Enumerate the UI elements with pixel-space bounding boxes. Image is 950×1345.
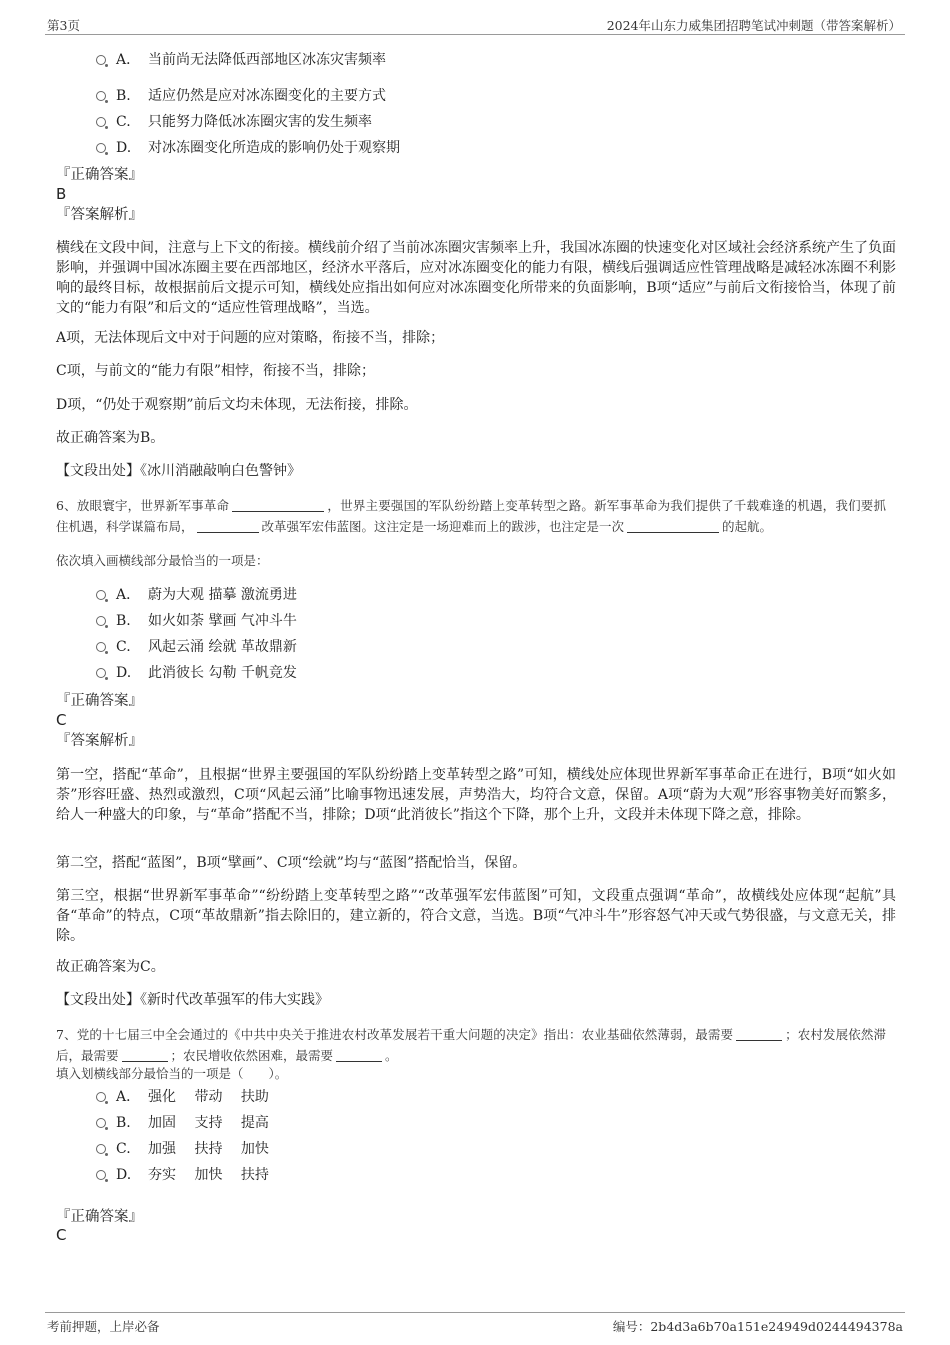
q5-analysis-paragraph: A项，无法体现后文中对于问题的应对策略，衔接不当，排除； [56, 330, 445, 346]
q6-source: 【文段出处】《新时代改革强军的伟大实践》 [56, 992, 329, 1008]
radio-icon[interactable] [96, 1118, 106, 1128]
q5-answer: B [56, 185, 67, 203]
q6-option-a[interactable]: A． 蔚为大观 描摹 激流勇进 [96, 585, 297, 605]
page-footer [45, 1312, 905, 1333]
q5-option-c[interactable]: C. 只能努力降低冰冻圈灾害的发生频率 [96, 112, 372, 132]
radio-icon[interactable] [96, 91, 106, 101]
q6-analysis-label: 『答案解析』 [56, 733, 143, 749]
q6-option-b[interactable]: B. 如火如荼 擘画 气冲斗牛 [96, 611, 297, 631]
radio-icon[interactable] [96, 1170, 106, 1180]
q5-analysis-paragraph: D项，“仍处于观察期”前后文均未体现，无法衔接，排除。 [56, 397, 418, 413]
page-number: 第3页 [47, 18, 80, 33]
footer-slogan: 考前押题，上岸必备 [47, 1319, 160, 1334]
radio-icon[interactable] [96, 668, 106, 678]
blank-line [336, 1047, 382, 1062]
q5-option-b[interactable]: B. 适应仍然是应对冰冻圈变化的主要方式 [96, 86, 386, 106]
q5-analysis-paragraph: 横线在文段中间，注意与上下文的衔接。横线前介绍了当前冰冻圈灾害频率上升，我国冰冻圈的快速变化对区域社会经济系统产生了负面影响，并强调中国冰冻圈主要在西部地区，经济水平落后，应对冰冻圈变化的能力有限，横线后强调适应性管理战略是减轻冰冻圈不利影响的最终目标，故根据前后文提示可知，横线处应指出如何应对冰冻圈变化所带来的负面影响，B项“适应”与前后文衔接恰当，体现了前文的“能力有限”和后文的“适应性管理战略”，当选。 [56, 240, 896, 316]
q7-option-a[interactable]: A． 强化 带动 扶助 [96, 1087, 269, 1107]
q6-option-c[interactable]: C. 风起云涌 绘就 革故鼎新 [96, 637, 297, 657]
q7-answer-label: 『正确答案』 [56, 1209, 143, 1225]
q6-prompt: 依次填入画横线部分最恰当的一项是： [56, 553, 269, 568]
q6-stem: 6、放眼寰宇，世界新军事革命 ，世界主要强国的军队纷纷踏上变革转型之路。新军事革命为我们提供了千载难逢的机遇，我们要抓住机遇，科学谋篇布局， 改革强军宏伟蓝图。这注定是一场迎难而上的跋涉，也注定是一次 的起航。 [56, 498, 886, 534]
q7-prompt: 填入划横线部分最恰当的一项是（ ）。 [56, 1066, 288, 1081]
q7-option-d[interactable]: D. 夯实 加快 扶持 [96, 1165, 269, 1185]
q6-analysis-paragraph: 第一空，搭配“革命”，且根据“世界主要强国的军队纷纷踏上变革转型之路”可知，横线处应体现世界新军事革命正在进行，B项“如火如荼”形容旺盛、热烈或激烈，C项“风起云涌”比喻事物迅速发展，声势浩大，均符合文意，保留。A项“蔚为大观”形容事物美好而繁多，给人一种盛大的印象，与“革命”搭配不当，排除；D项“此消彼长”指这个下降，那个上升，文段并未体现下降之意，排除。 [56, 767, 896, 823]
q5-option-a[interactable]: A． 当前尚无法降低西部地区冰冻灾害频率 [96, 50, 386, 70]
blank-line [197, 518, 259, 533]
blank-line [736, 1026, 782, 1041]
blank-line [627, 518, 719, 533]
q7-stem: 7、党的十七届三中全会通过的《中共中央关于推进农村改革发展若干重大问题的决定》指出：农业基础依然薄弱，最需要 ；农村发展依然滞后，最需要 ；农民增收依然困难，最需要 。 [56, 1027, 886, 1063]
q5-analysis-label: 『答案解析』 [56, 207, 143, 223]
q6-answer: C [56, 711, 67, 729]
radio-icon[interactable] [96, 642, 106, 652]
q6-analysis-paragraph: 故正确答案为C。 [56, 959, 165, 975]
q5-analysis-paragraph: C项，与前文的“能力有限”相悖，衔接不当，排除； [56, 363, 376, 379]
radio-icon[interactable] [96, 55, 106, 65]
q7-option-c[interactable]: C. 加强 扶持 加快 [96, 1139, 269, 1159]
radio-icon[interactable] [96, 143, 106, 153]
radio-icon[interactable] [96, 1144, 106, 1154]
q6-option-d[interactable]: D. 此消彼长 勾勒 千帆竞发 [96, 663, 297, 683]
q5-source: 【文段出处】《冰川消融敲响白色警钟》 [56, 463, 301, 479]
q5-answer-label: 『正确答案』 [56, 167, 143, 183]
q5-analysis-paragraph: 故正确答案为B。 [56, 430, 165, 446]
blank-line [232, 497, 324, 512]
page-header [45, 16, 905, 35]
radio-icon[interactable] [96, 590, 106, 600]
q6-analysis-paragraph: 第三空，根据“世界新军事革命”“纷纷踏上变革转型之路”“改革强军宏伟蓝图”可知，文段重点强调“革命”，故横线处应体现“起航”具备“革命”的特点，C项“革故鼎新”指去除旧的，建立新的，符合文意，当选。B项“气冲斗牛”形容怒气冲天或气势很盛，与文意无关，排除。 [56, 888, 896, 944]
q6-analysis-paragraph: 第二空，搭配“蓝图”，B项“擘画”、C项“绘就”均与“蓝图”搭配恰当，保留。 [56, 855, 527, 871]
q7-answer: C [56, 1226, 67, 1244]
document-id: 编号：2b4d3a6b70a151e24949d0244494378a [612, 1319, 903, 1334]
radio-icon[interactable] [96, 1092, 106, 1102]
q5-option-d[interactable]: D. 对冰冻圈变化所造成的影响仍处于观察期 [96, 138, 400, 158]
document-title: 2024年山东力威集团招聘笔试冲刺题（带答案解析） [606, 18, 901, 33]
blank-line [122, 1047, 168, 1062]
q7-option-b[interactable]: B. 加固 支持 提高 [96, 1113, 269, 1133]
radio-icon[interactable] [96, 117, 106, 127]
q6-answer-label: 『正确答案』 [56, 693, 143, 709]
radio-icon[interactable] [96, 616, 106, 626]
